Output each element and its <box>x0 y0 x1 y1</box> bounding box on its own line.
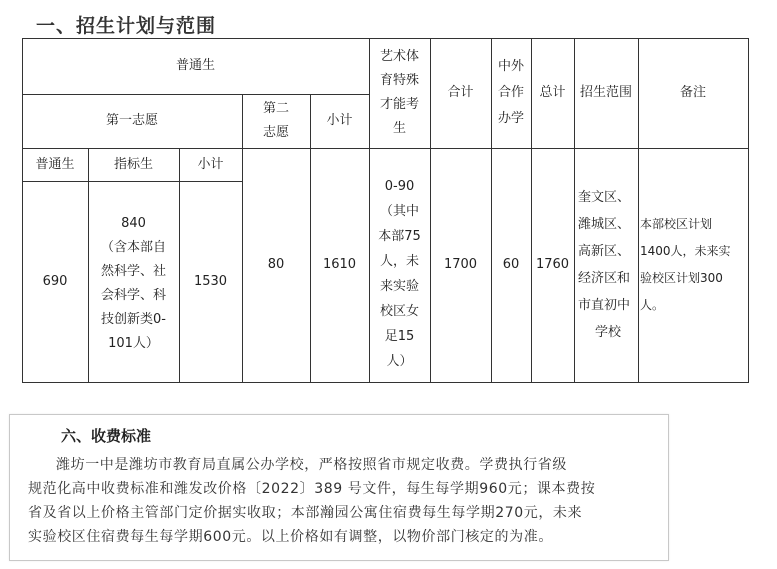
cell-sino-foreign: 60 <box>502 257 520 272</box>
cell-quota-line: （含本部自 <box>100 239 166 255</box>
header-second-choice-line: 第二 <box>262 101 289 116</box>
cell-scope-line: 经济区和 <box>578 271 631 286</box>
header-scope: 招生范围 <box>579 85 632 100</box>
cell-remark-line: 人。 <box>640 298 665 312</box>
cell-scope-line: 学校 <box>594 325 621 340</box>
cell-quota-line: 技创新类0- <box>101 311 166 327</box>
fee-line: 实验校区住宿费每生每学期600元。以上价格如有调整，以物价部门核定的为准。 <box>28 529 553 545</box>
cell-remark-line: 本部校区计划 <box>640 217 713 231</box>
cell-remark <box>638 148 748 382</box>
cell-scope-line: 奎文区、 <box>578 190 631 205</box>
cell-subtotal: 1610 <box>322 257 357 272</box>
cell-art-sports-line: （其中 <box>379 204 419 219</box>
header-art-sports <box>369 38 430 148</box>
fee-line: 潍坊一中是潍坊市教育局直属公办学校，严格按照省市规定收费。学费执行省级 <box>56 457 567 473</box>
cell-art-sports-line: 本部75 <box>378 229 421 244</box>
header-ordinary: 普通生 <box>175 58 215 73</box>
fee-line: 省及省以上价格主管部门定价据实收取；本部瀚园公寓住宿费每生每学期270元，未来 <box>28 505 583 521</box>
section-title: 一、招生计划与范围 <box>36 15 217 37</box>
cell-art-sports-line: 足15 <box>384 329 415 344</box>
cell-art-sports-line: 0-90 <box>384 179 415 194</box>
header-subtotal: 小计 <box>326 113 353 128</box>
header-art-sports-line: 艺术体 <box>379 49 419 64</box>
header-first-choice: 第一志愿 <box>105 113 158 128</box>
cell-second-choice: 80 <box>267 257 285 272</box>
header-sino-foreign-line: 中外 <box>497 59 524 74</box>
header-second-choice-line: 志愿 <box>262 125 289 140</box>
header-sub-ordinary: 普通生 <box>35 156 75 172</box>
cell-remark-line: 验校区计划300 <box>640 271 723 285</box>
cell-art-sports-line: 来实验 <box>379 279 419 294</box>
header-sub-subtotal: 小计 <box>197 156 224 172</box>
cell-art-sports-line: 人，未 <box>379 254 419 269</box>
header-art-sports-line: 生 <box>392 121 406 136</box>
cell-quota-line: 然科学、社 <box>100 263 166 279</box>
header-sino-foreign <box>491 38 531 148</box>
cell-grand-total: 1760 <box>535 257 570 272</box>
header-sub-quota: 指标生 <box>113 156 153 172</box>
cell-quota-line: 会科学、科 <box>100 287 166 303</box>
cell-ordinary: 690 <box>42 273 68 289</box>
cell-total-a: 1700 <box>443 257 478 272</box>
cell-scope <box>574 148 638 382</box>
cell-art-sports-line: 人） <box>386 354 413 369</box>
cell-scope-line: 市直初中 <box>578 298 631 313</box>
cell-quota-line: 840 <box>121 215 146 231</box>
cell-art-sports <box>369 148 430 382</box>
header-art-sports-line: 育特殊 <box>379 73 419 88</box>
cell-subtotal-first: 1530 <box>193 273 228 289</box>
header-second-choice <box>242 94 310 148</box>
header-sino-foreign-line: 办学 <box>497 111 524 126</box>
fee-line: 规范化高中收费标准和潍发改价格〔2022〕389 号文件，每生每学期960元；课本费按 <box>28 481 596 497</box>
header-sino-foreign-line: 合作 <box>497 85 524 100</box>
admission-plan-table <box>22 38 749 383</box>
table-border-right <box>748 38 749 383</box>
fee-standard-panel <box>9 414 669 561</box>
header-art-sports-line: 才能考 <box>379 97 419 112</box>
header-grand-total: 总计 <box>539 85 566 100</box>
cell-art-sports-line: 校区女 <box>379 304 419 319</box>
cell-quota-line: 101人） <box>108 335 159 351</box>
cell-remark-line: 1400人，未来实 <box>640 244 731 258</box>
header-total-a: 合计 <box>447 85 474 100</box>
cell-scope-line: 潍城区、 <box>578 217 631 232</box>
cell-scope-line: 高新区、 <box>578 244 631 259</box>
cell-quota <box>88 181 179 384</box>
header-remark: 备注 <box>679 85 706 100</box>
fee-heading: 六、收费标准 <box>61 427 152 445</box>
